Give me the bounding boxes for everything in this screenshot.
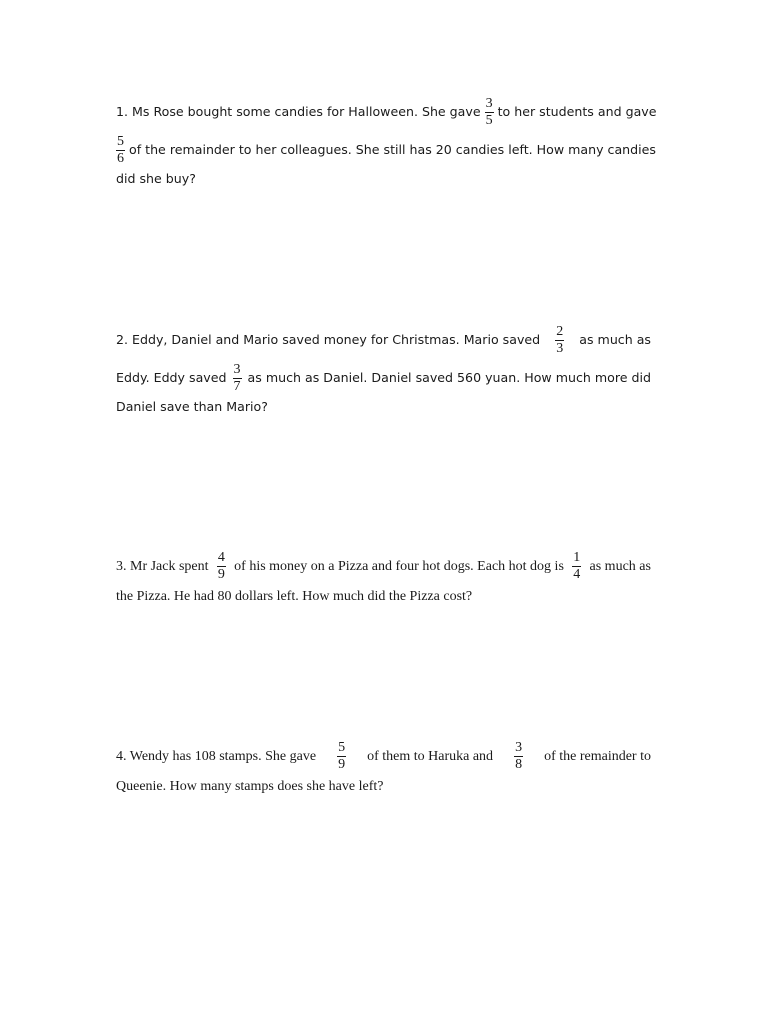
fraction-numerator: 4 [217, 550, 225, 565]
q4-text: Queenie. How many stamps does she have left? [116, 779, 384, 794]
q2-fraction-1 [555, 325, 564, 356]
q3-line-2 [116, 590, 651, 604]
q4-fraction-1 [337, 741, 346, 772]
q1-text: 1. Ms Rose bought some candies for Halloween. She gave [116, 104, 481, 120]
q1-line-2 [116, 134, 656, 166]
fraction-denominator: 9 [338, 757, 346, 772]
q1-text: to her students and gave [497, 104, 657, 120]
fraction-denominator: 6 [117, 151, 124, 166]
fraction-numerator: 5 [338, 740, 346, 755]
fraction-denominator: 8 [515, 757, 523, 772]
fraction-denominator: 3 [556, 341, 564, 356]
q3-text: the Pizza. He had 80 dollars left. How much did the Pizza cost? [116, 589, 473, 604]
q2-text: as much as Daniel. Daniel saved 560 yuan. How much more did [247, 370, 651, 386]
q2-text: as much as [579, 332, 651, 348]
fraction-denominator: 4 [573, 567, 581, 582]
q2-line-2 [116, 363, 651, 394]
q3-fraction-1 [217, 551, 226, 582]
fraction-numerator: 3 [233, 362, 241, 377]
q3-fraction-2 [572, 551, 581, 582]
q3-text: as much as [589, 558, 651, 574]
q4-text: of them to Haruka and [367, 748, 494, 764]
fraction-numerator: 1 [573, 550, 581, 565]
q2-text: Eddy. Eddy saved [116, 370, 227, 386]
fraction-denominator: 7 [233, 379, 241, 394]
q1-text: of the remainder to her colleagues. She still has 20 candies left. How many candies [129, 142, 656, 158]
fraction-numerator: 5 [117, 134, 124, 149]
q1-text: did she buy? [116, 171, 196, 186]
fraction-numerator: 3 [485, 96, 493, 111]
q2-text: 2. Eddy, Daniel and Mario saved money for Christmas. Mario saved [116, 332, 541, 348]
q2-line-3 [116, 401, 651, 414]
q2-line-1 [116, 325, 651, 356]
fraction-denominator: 9 [217, 567, 225, 582]
q3-line-1 [116, 551, 651, 582]
fraction-numerator: 3 [515, 740, 523, 755]
fraction-denominator: 5 [485, 113, 493, 128]
q4-fraction-2 [514, 741, 523, 772]
q1-line-1 [116, 96, 657, 128]
q2-fraction-2 [233, 363, 242, 394]
fraction-numerator: 2 [556, 324, 564, 339]
q4-line-2 [116, 780, 651, 794]
q4-text: of the remainder to [544, 748, 651, 764]
q4-text: 4. Wendy has 108 stamps. She gave [116, 748, 317, 764]
q3-text: of his money on a Pizza and four hot dogs. Each hot dog is [234, 558, 564, 574]
q2-text: Daniel save than Mario? [116, 399, 268, 414]
q1-line-3 [116, 173, 651, 186]
q1-fraction-2 [116, 135, 125, 166]
q4-line-1 [116, 741, 651, 772]
q1-fraction-1 [485, 97, 494, 128]
q3-text: 3. Mr Jack spent [116, 558, 209, 574]
